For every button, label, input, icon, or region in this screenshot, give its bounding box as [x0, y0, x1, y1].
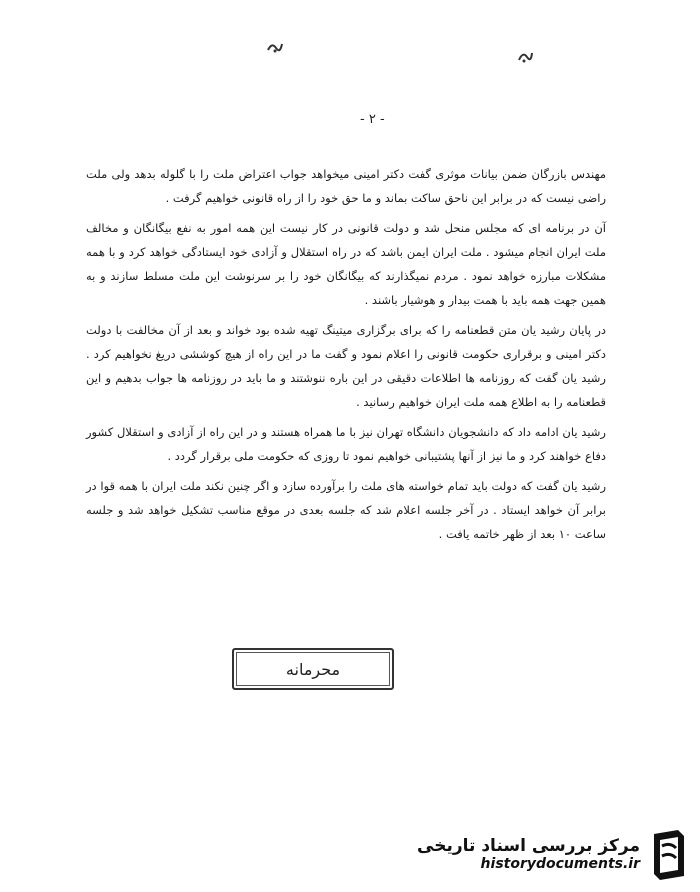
confidential-stamp: محرمانه — [232, 648, 394, 690]
paragraph: در پایان رشید یان متن قطعنامه را که برای برگزاری میتینگ تهیه شده بود خواند و بعد از آن مخالفت با دولت دکتر امینی و برقراری حکومت قانونی را اعلام نمود و گفت ما در این راه از هیچ کوششی دریغ نخواهیم کرد . رشید یان گفت که روزنامه ها اطلاعات دقیقی در این باره ننوشتند و ما باید در روزنامه ها جواب بدهیم و این قطعنامه را به اطلاع همه ملت ایران خواهیم رسانید . — [86, 323, 606, 409]
archive-footer — [390, 822, 690, 886]
ink-mark-left — [266, 40, 284, 58]
paragraph: رشید یان ادامه داد که دانشجویان دانشگاه تهران نیز با ما همراه هستند و در این راه از آزادی و استقلال کشور دفاع خواهند کرد و ما نیز از آنها پشتیبانی خواهیم نمود تا روزی که حکومت ملی برقرار گردد . — [86, 425, 606, 463]
footer-url[interactable]: historydocuments.ir — [480, 856, 640, 872]
paragraph: رشید یان گفت که دولت باید تمام خواسته های ملت را برآورده سازد و اگر چنین نکند ملت ایران با همه قوا در برابر آن خواهد ایستاد . در آخر جلسه اعلام شد که جلسه بعدی در موقع مناسب تشکیل خواهد شد و جلسه ساعت ۱۰ بعد از ظهر خاتمه یافت . — [86, 479, 606, 541]
ink-mark-right — [516, 48, 534, 68]
archive-book-logo-icon — [648, 826, 690, 882]
document-body — [86, 162, 606, 552]
page-number: - ۲ - — [360, 112, 385, 127]
paragraph: مهندس بازرگان ضمن بیانات موثری گفت دکتر امینی میخواهد جواب اعتراض ملت را با گلوله بدهد ولی ملت راضی نیست که در برابر این ناحق ساکت بماند و ما حق خود را از راه قانونی خواهیم گرفت . — [86, 167, 606, 205]
paragraph: آن در برنامه ای که مجلس منحل شد و دولت قانونی در کار نیست این همه امور به نفع بیگانگان و مخالف ملت ایران انجام میشود . ملت ایران ایمن باشد که در راه استقلال و آزادی خود ایستادگی خواهد کرد و با همه مشکلات مبارزه خواهد نمود . مردم نمیگذارند که بیگانگان خود را بر سرنوشت این ملت مسلط سازند و به همین جهت همه باید با همت بیدار و هوشیار باشند . — [86, 221, 606, 307]
footer-title: مرکز بررسی اسناد تاریخی — [417, 836, 640, 856]
footer-text — [417, 836, 640, 872]
